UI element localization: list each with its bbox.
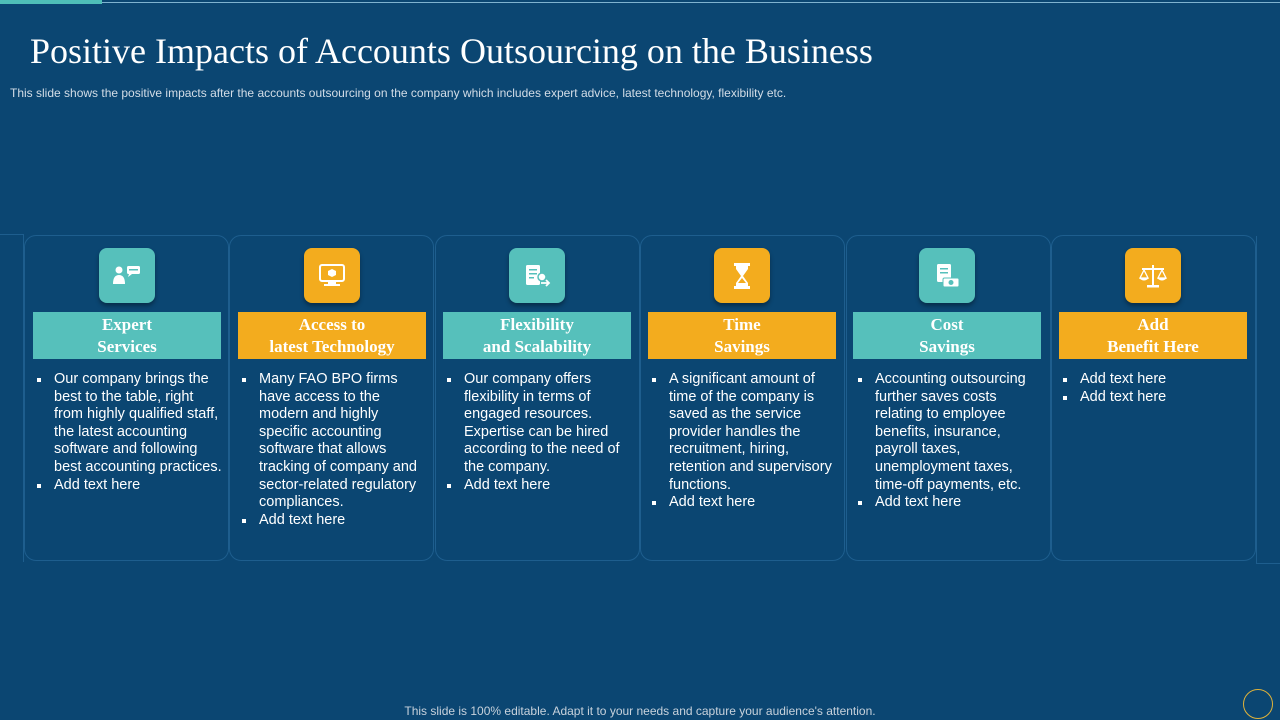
list-item: Our company brings the best to the table, right from highly qualified staff, the latest accounting software and following best accounting practices. (34, 371, 224, 477)
expert-advice-icon (99, 248, 155, 303)
list-item: A significant amount of time of the company is saved as the service provider handles the recruitment, hiring, retention and supervisory functions. (649, 371, 839, 494)
heading-expert-services: Expert Services (33, 312, 221, 359)
heading-cost-savings: Cost Savings (853, 312, 1041, 359)
bullet-list-time-savings (649, 371, 839, 512)
heading-flexibility: Flexibility and Scalability (443, 312, 631, 359)
heading-access-technology: Access to latest Technology (238, 312, 426, 359)
heading-time-savings: Time Savings (648, 312, 836, 359)
balance-scale-icon (1125, 248, 1181, 303)
footer-note: This slide is 100% editable. Adapt it to your needs and capture your audience's attention. (404, 704, 876, 718)
computer-technology-icon (304, 248, 360, 303)
list-item: Add text here (1060, 389, 1250, 407)
heading-add-benefit: Add Benefit Here (1059, 312, 1247, 359)
right-edge-frame (1256, 236, 1280, 564)
document-transfer-icon (509, 248, 565, 303)
decorative-circle (1243, 689, 1273, 719)
bullet-list-cost-savings (855, 371, 1045, 512)
bullet-list-technology (239, 371, 429, 529)
list-item: Add text here (649, 494, 839, 512)
slide-subtitle: This slide shows the positive impacts after the accounts outsourcing on the company which includes expert advice, latest technology, flexibility etc. (10, 86, 787, 100)
list-item: Add text here (855, 494, 1045, 512)
bullet-list-add-benefit (1060, 371, 1250, 406)
bullet-list-expert-services (34, 371, 224, 494)
list-item: Our company offers flexibility in terms of engaged resources. Expertise can be hired according to the need of the company. (444, 371, 634, 477)
list-item: Add text here (239, 512, 429, 530)
list-item: Many FAO BPO firms have access to the modern and highly specific accounting software that allows tracking of company and sector-related regulatory compliances. (239, 371, 429, 512)
list-item: Accounting outsourcing further saves costs relating to employee benefits, insurance, payroll taxes, unemployment taxes, time-off payments, etc. (855, 371, 1045, 494)
left-edge-frame (0, 234, 24, 562)
top-accent-bar (0, 0, 102, 4)
list-item: Add text here (1060, 371, 1250, 389)
list-item: Add text here (444, 477, 634, 495)
slide-title: Positive Impacts of Accounts Outsourcing on the Business (30, 31, 873, 71)
hourglass-icon (714, 248, 770, 303)
top-rule (0, 2, 1280, 3)
bullet-list-flexibility (444, 371, 634, 494)
invoice-money-icon (919, 248, 975, 303)
list-item: Add text here (34, 477, 224, 495)
